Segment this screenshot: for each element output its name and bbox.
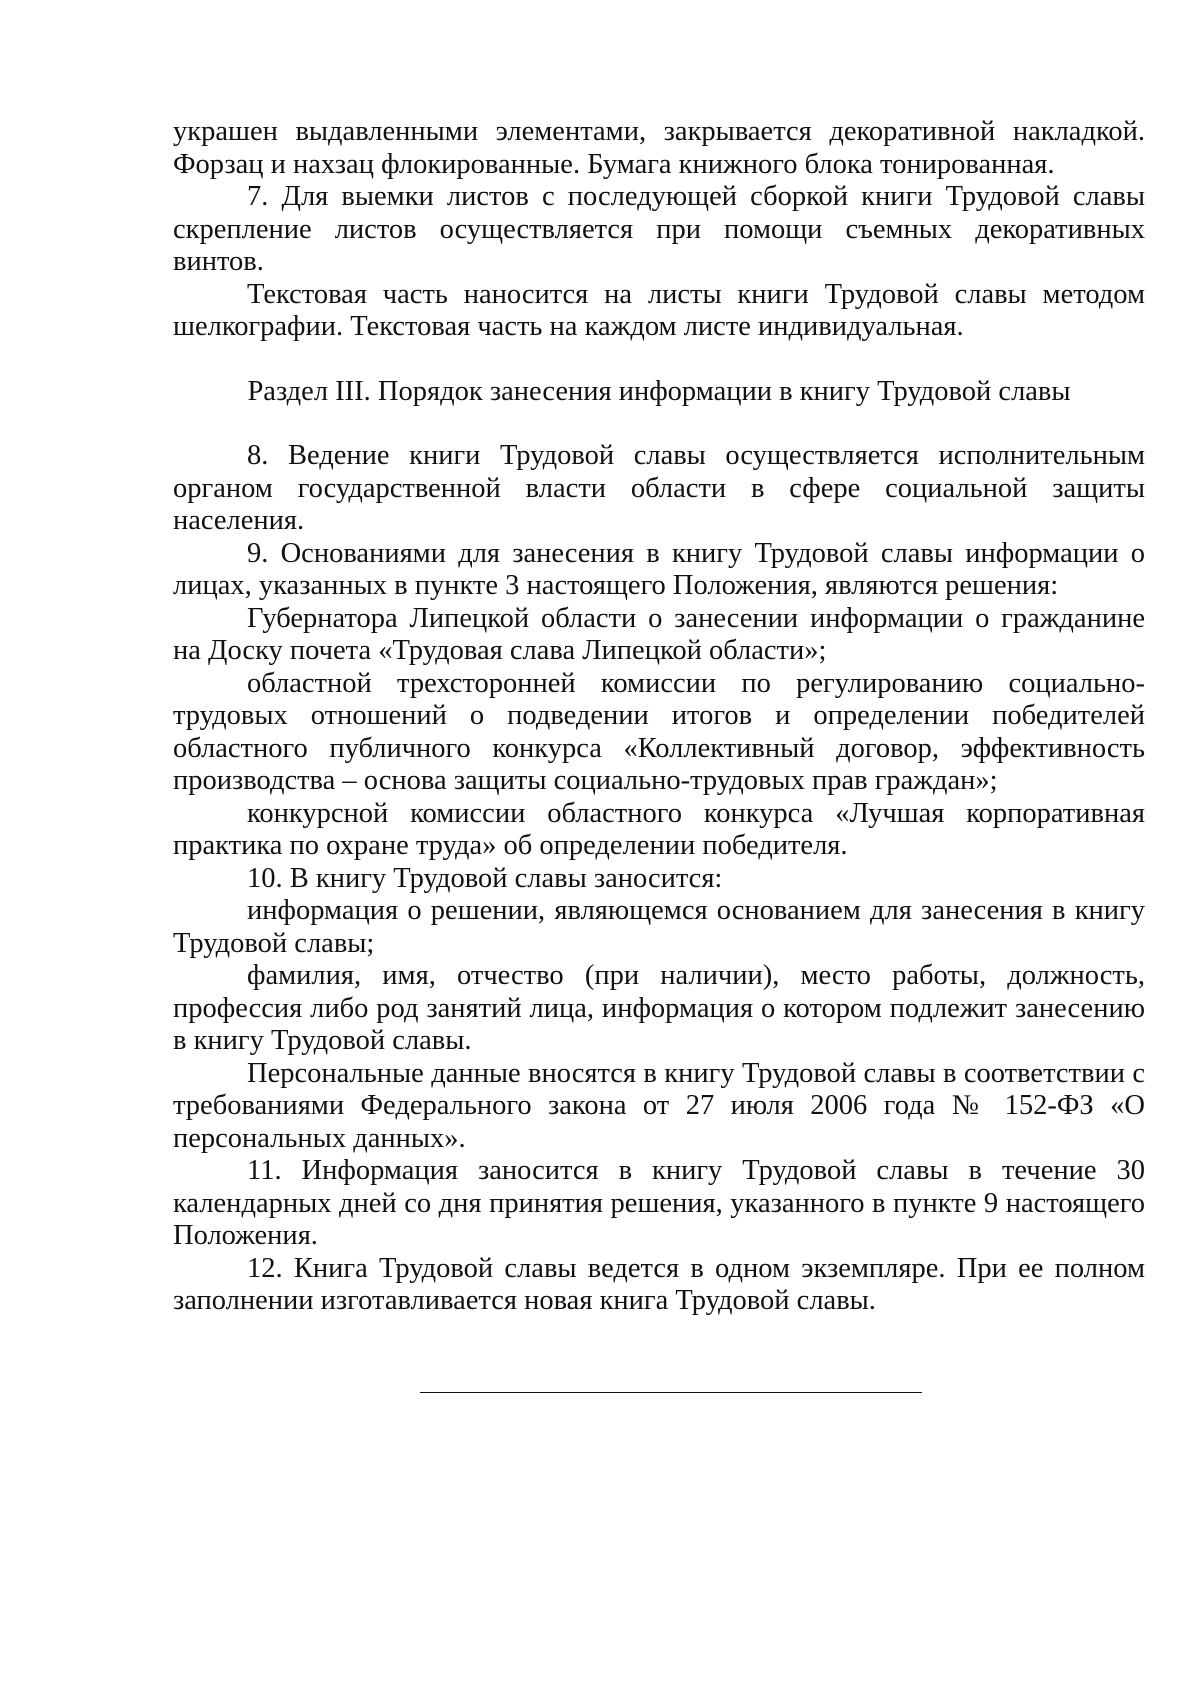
paragraph-decision-info: информация о решении, являющемся основанием для занесения в книгу Трудовой славы; (173, 895, 1145, 959)
paragraph-person-details: фамилия, имя, отчество (при наличии), место работы, должность, профессия либо род занятий лица, информация о котором подлежит занесению в книгу Трудовой славы. (173, 960, 1145, 1056)
paragraph-competition-commission: конкурсной комиссии областного конкурса «Лучшая корпоративная практика по охране труда» об определении победителя. (173, 797, 1145, 861)
paragraph-item-8: 8. Ведение книги Трудовой славы осуществляется исполнительным органом государственной власти области в сфере социальной защиты населения. (173, 440, 1145, 536)
paragraph-text-printing: Текстовая часть наносится на листы книги Трудовой славы методом шелкографии. Текстовая часть на каждом листе индивидуальная. (173, 278, 1145, 342)
paragraph-item-12: 12. Книга Трудовой славы ведется в одном экземпляре. При ее полном заполнении изготавливается новая книга Трудовой славы. (173, 1252, 1145, 1316)
paragraph-item-7: 7. Для выемки листов с последующей сборкой книги Трудовой славы скрепление листов осуществляется при помощи съемных декоративных винтов. (173, 181, 1145, 277)
paragraph-personal-data: Персональные данные вносятся в книгу Трудовой славы в соответствии с требованиями Федерального закона от 27 июля 2006 года № 152-ФЗ «О персональных данных». (173, 1057, 1145, 1154)
document-page (173, 116, 1145, 1318)
paragraph-item-9: 9. Основаниями для занесения в книгу Трудовой славы информации о лицах, указанных в пункте 3 настоящего Положения, являются решения: (173, 537, 1145, 601)
paragraph-governor-decision: Губернатора Липецкой области о занесении информации о гражданине на Доску почета «Трудовая слава Липецкой области»; (173, 602, 1145, 666)
end-of-document-rule (420, 1392, 922, 1393)
paragraph-item-11: 11. Информация заносится в книгу Трудовой славы в течение 30 календарных дней со дня принятия решения, указанного в пункте 9 настоящего Положения. (173, 1155, 1145, 1251)
paragraph-cover-decoration: украшен выдавленными элементами, закрывается декоративной накладкой. Форзац и нахзац флокированные. Бумага книжного блока тонированная. (173, 116, 1145, 180)
paragraph-tripartite-commission: областной трехсторонней комиссии по регулированию социально-трудовых отношений о подведении итогов и определении победителей областного публичного конкурса «Коллективный договор, эффективность производства – основа защиты социально-трудовых прав граждан»; (173, 667, 1145, 796)
section-heading: Раздел III. Порядок занесения информации в книгу Трудовой славы (247, 375, 1071, 407)
paragraph-item-10: 10. В книгу Трудовой славы заносится: (247, 862, 723, 894)
